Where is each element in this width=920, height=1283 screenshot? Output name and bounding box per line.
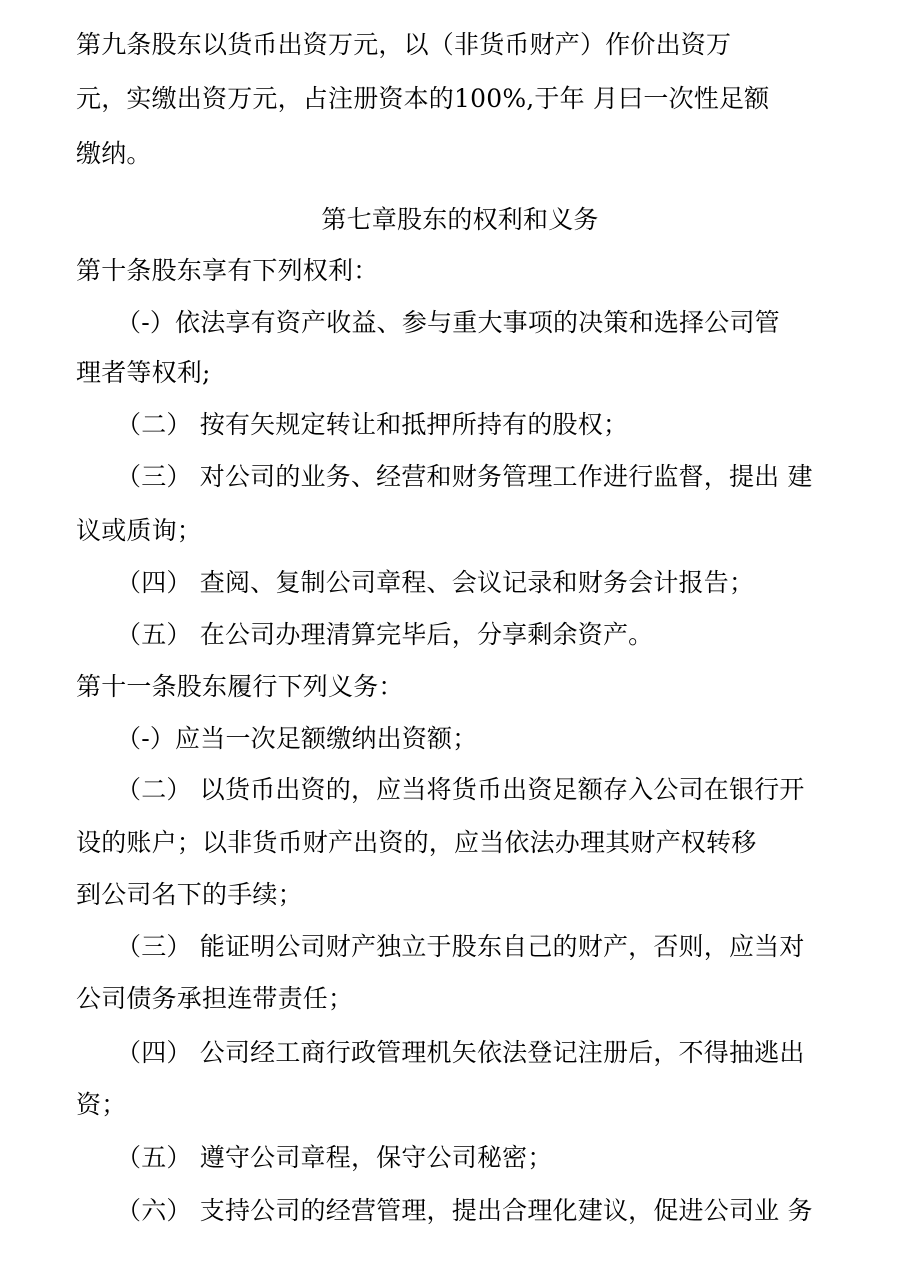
article-10-item-2-line-1: （二） 按有矢规定转让和抵押所持有的股权； <box>116 410 629 439</box>
article-9-line-1: 第九条股东以货币出资万元，以（非货币财产）作价出资万 <box>76 30 732 59</box>
article-11-item-4-line-1: （四） 公司经工商行政管理机矢依法登记注册后，不得抽逃出 <box>116 1038 805 1067</box>
article-11-item-2-line-1: （二） 以货币出资的，应当将货币出资足额存入公司在银行开 <box>116 775 805 804</box>
article-10-title: 第十条股东享有下列权利： <box>76 256 379 285</box>
article-9-line-3: 缴纳。 <box>76 139 152 168</box>
article-11-item-3-line-2: 公司债务承担连带责任； <box>76 984 354 1013</box>
article-11-item-5-line-1: （五） 遵守公司章程，保守公司秘密； <box>116 1143 553 1172</box>
article-11-title: 第十一条股东履行下列义务： <box>76 672 404 701</box>
article-11-item-3-line-1: （三） 能证明公司财产独立于股东自己的财产，否则，应当对 <box>116 932 805 961</box>
article-11-item-6-line-1: （六） 支持公司的经营管理，提出合理化建议，促进公司业 务 <box>116 1196 813 1225</box>
article-11-item-2-line-3: 到公司名下的手续； <box>76 880 303 909</box>
article-10-item-3-line-2: 议或质询； <box>76 516 203 545</box>
article-9-line-2: 元，实缴出资万元，占注册资本的100%,于年 月曰一次性足额 <box>76 84 770 113</box>
article-11-item-4-line-2: 资； <box>76 1090 127 1119</box>
article-10-item-5-line-1: （五） 在公司办理清算完毕后，分享剩余资产。 <box>116 620 654 649</box>
article-11-item-1-line-1: （-）应当一次足额缴纳出资额； <box>116 724 478 753</box>
article-11-item-2-line-2: 设的账户；以非货币财产出资的，应当依法办理其财产权转移 <box>76 828 757 857</box>
article-10-item-1-line-1: （-）依法享有资产收益、参与重大事项的决策和选择公司管 <box>116 308 780 337</box>
article-10-item-1-line-2: 理者等权利; <box>76 358 211 387</box>
article-10-item-3-line-1: （三） 对公司的业务、经营和财务管理工作进行监督，提出 建 <box>116 462 813 491</box>
article-10-item-4-line-1: （四） 查阅、复制公司章程、会议记录和财务会计报告； <box>116 568 755 597</box>
chapter-7-title: 第七章股东的权利和义务 <box>321 205 599 234</box>
